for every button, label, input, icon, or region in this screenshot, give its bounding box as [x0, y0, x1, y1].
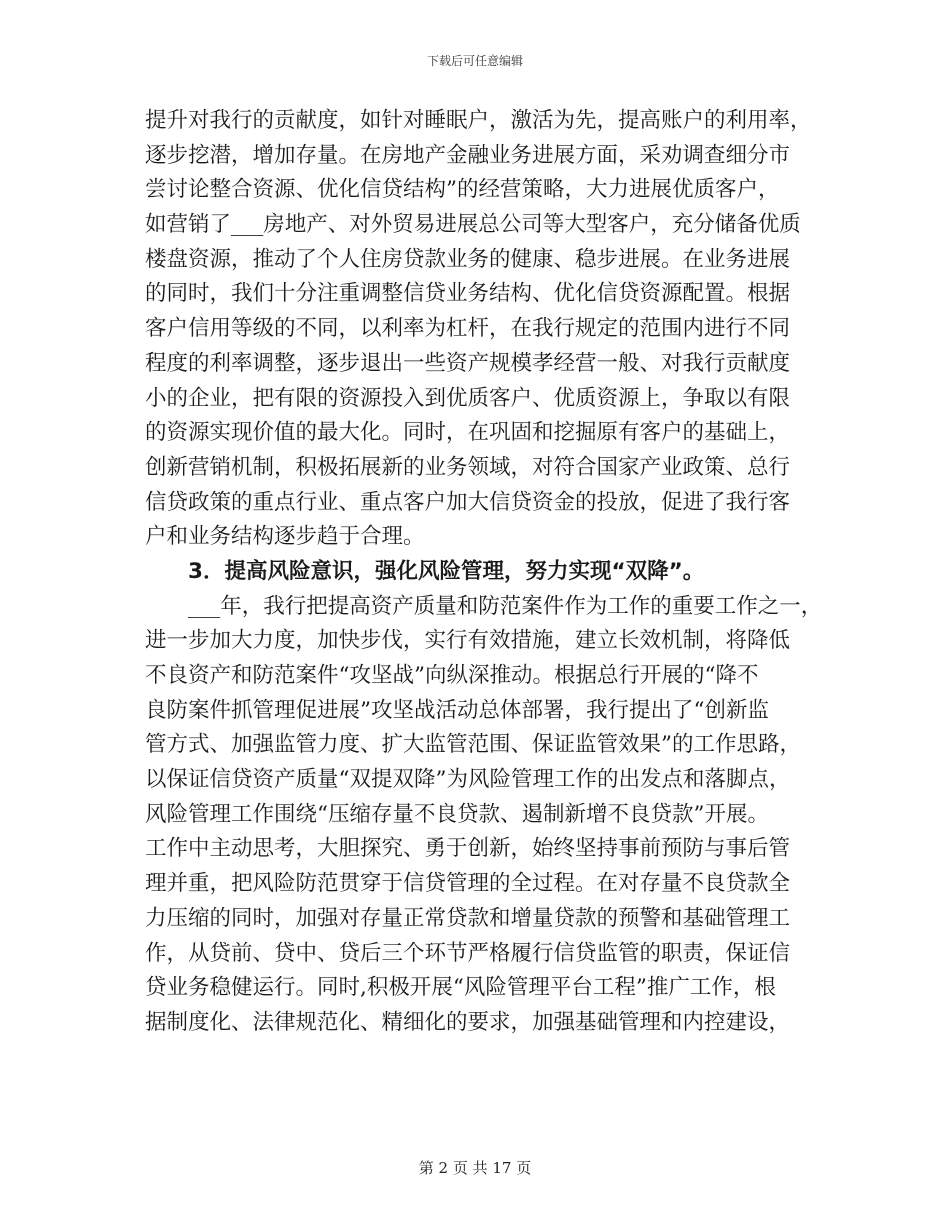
text-line: 户和业务结构逐步趋于合理。 [145, 524, 425, 550]
text-line: 理并重，把风险防范贯穿于信贷管理的全过程。在对存量不良贷款全 [145, 871, 791, 897]
text-line: 力压缩的同时，加强对存量正常贷款和增量贷款的预警和基础管理工 [145, 905, 791, 931]
text-line: 以保证信贷资产质量“双提双降”为风险管理工作的出发点和落脚点， [145, 767, 791, 793]
text-line: 逐步挖潜，增加存量。在房地产金融业务进展方面，采劝调查细分市 [145, 142, 791, 168]
text-line: 程度的利率调整，逐步退出一些资产规模孝经营一般、对我行贡献度 [145, 350, 791, 376]
text-line: 尝讨论整合资源、优化信贷结构”的经营策略，大力进展优质客户， [145, 177, 780, 203]
text-line: 提升对我行的贡献度，如针对睡眠户，激活为先，提高账户的利用率， [145, 108, 812, 133]
text-line: 良防案件抓管理促进展”攻坚战活动总体部署，我行提出了“创新监 [145, 697, 769, 723]
paragraph [145, 104, 825, 555]
text-line: 风险管理工作围绕“压缩存量不良贷款、遏制新增不良贷款”开展。 [145, 801, 769, 827]
text-line: 3．提高风险意识，强化风险管理，努力实现“双降”。 [188, 558, 705, 584]
text-line: 作，从贷前、贷中、贷后三个环节严格履行信贷监管的职责，保证信 [145, 940, 791, 966]
page-footer: 第 2 页 共 17 页 [418, 1159, 532, 1177]
text-line: 的资源实现价值的最大化。同时，在巩固和挖掘原有客户的基础上， [145, 420, 791, 446]
page-header-note: 下载后可任意编辑 [426, 54, 523, 68]
text-line: 如营销了___房地产、对外贸易进展总公司等大型客户，充分储备优质 [145, 212, 801, 238]
text-line: 小的企业，把有限的资源投入到优质客户、优质资源上，争取以有限 [145, 385, 791, 411]
document-body [145, 104, 825, 1041]
text-line: 的同时，我们十分注重调整信贷业务结构、优化信贷资源配置。根据 [145, 281, 791, 307]
text-line: 工作中主动思考，大胆探究、勇于创新，始终坚持事前预防与事后管 [145, 836, 791, 862]
text-line: 信贷政策的重点行业、重点客户加大信贷资金的投放，促进了我行客 [145, 489, 791, 515]
text-line: ___年，我行把提高资产质量和防范案件作为工作的重要工作之一， [188, 593, 823, 619]
text-line: 管方式、加强监管力度、扩大监管范围、保证监管效果”的工作思路， [145, 732, 801, 758]
paragraph [145, 590, 825, 1041]
text-line: 创新营销机制，积极拓展新的业务领域，对符合国家产业政策、总行 [145, 454, 791, 480]
text-line: 不良资产和防范案件“攻坚战”向纵深推动。根据总行开展的“降不 [145, 663, 759, 688]
text-line: 贷业务稳健运行。同时,积极开展“风险管理平台工程”推广工作，根 [145, 975, 776, 1001]
text-line: 据制度化、法律规范化、精细化的要求，加强基础管理和内控建设， [145, 1009, 791, 1035]
text-line: 楼盘资源，推动了个人住房贷款业务的健康、稳步进展。在业务进展 [145, 246, 791, 272]
text-line: 进一步加大力度，加快步伐，实行有效措施，建立长效机制，将降低 [145, 628, 791, 654]
section-heading [145, 555, 825, 590]
text-line: 客户信用等级的不同，以利率为杠杆，在我行规定的范围内进行不同 [145, 316, 791, 342]
